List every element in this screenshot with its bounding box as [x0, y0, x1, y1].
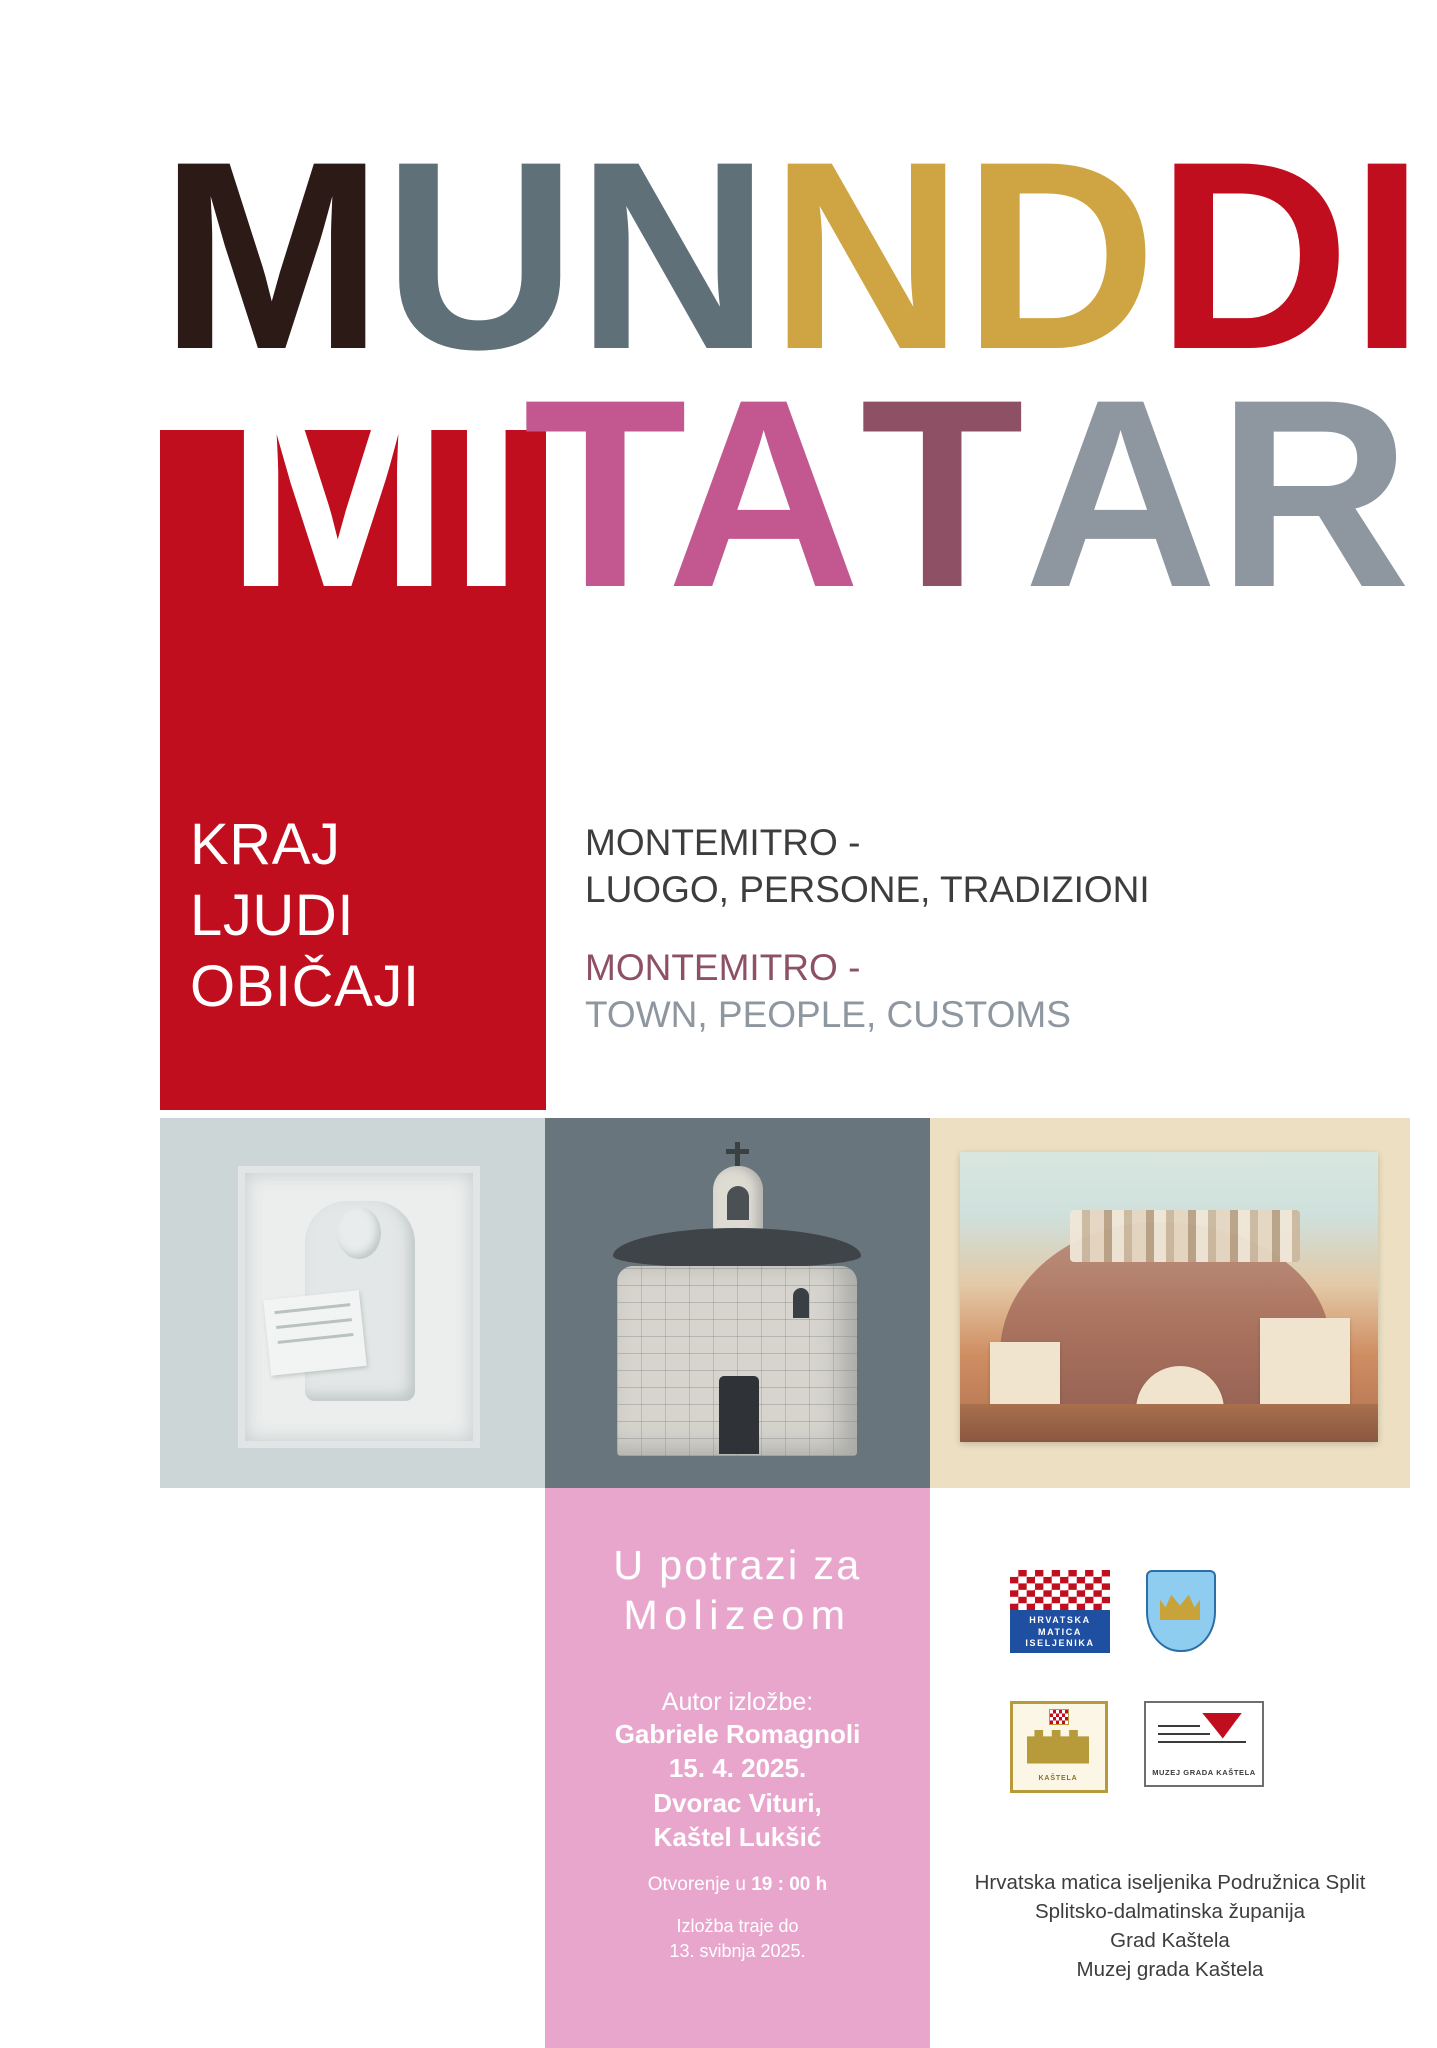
relief-figure-head [337, 1207, 381, 1259]
hmi-logo [1010, 1570, 1110, 1653]
relief-document [263, 1290, 366, 1376]
subtitle-block [585, 820, 1150, 1038]
duration-line-1: Izložba traje do [676, 1916, 799, 1937]
title-segment-ar: AR [1023, 343, 1411, 644]
subtitle-italian-line-2: LUOGO, PERSONE, TRADIZIONI [585, 868, 1150, 910]
logo-row-bottom [1010, 1701, 1330, 1793]
painting-town-silhouette [1070, 1210, 1300, 1262]
church-illustration [607, 1140, 867, 1460]
opening-time-row [545, 1874, 930, 1896]
organisers-list [960, 1868, 1380, 1984]
keyword-kraj: KRAJ [190, 812, 341, 877]
exhibition-duration [545, 1914, 930, 1963]
organiser-item: Muzej grada Kaštela [1076, 1958, 1264, 1982]
image-band [160, 1118, 1410, 1488]
church-door [719, 1376, 759, 1454]
logo-row-top [1010, 1570, 1330, 1653]
title-segment-m: M [160, 105, 384, 405]
opening-time: 19 : 00 h [751, 1874, 828, 1896]
hmi-logo-text [1010, 1613, 1110, 1653]
crest-icon [1049, 1709, 1069, 1725]
keyword-obicaji: OBIČAJI [190, 953, 420, 1019]
museum-mark-icon [1158, 1713, 1248, 1747]
painting-house [1260, 1318, 1350, 1408]
painting-photo [930, 1118, 1410, 1488]
event-date: 15. 4. 2025. [668, 1753, 807, 1784]
title-line-two [226, 343, 1411, 644]
title-segment-ta: TA [523, 343, 861, 644]
title-segment-mi: MI [226, 343, 524, 644]
church-bell-opening [727, 1186, 749, 1220]
organiser-item: Hrvatska matica iseljenika Podružnica Split [974, 1871, 1366, 1894]
keywords-block [190, 810, 420, 1022]
kastela-city-logo [1010, 1701, 1108, 1793]
crown-icon [1160, 1592, 1200, 1620]
venue-line-2: Kaštel Lukšić [653, 1821, 822, 1852]
title-segment-nd: ND [769, 105, 1157, 405]
museum-logo-caption: MUZEJ GRADA KAŠTELA [1152, 1767, 1256, 1777]
subtitle-english-line-2: TOWN, PEOPLE, CUSTOMS [585, 993, 1071, 1035]
painting-foreground [960, 1404, 1378, 1442]
author-label: Autor izložbe: [661, 1688, 814, 1717]
organiser-item: Splitsko-dalmatinska županija [1034, 1900, 1306, 1924]
logo-group [1010, 1570, 1330, 1793]
exhibition-subtitle-line-2: Molizeom [623, 1592, 852, 1639]
opening-label: Otvorenje u [647, 1874, 752, 1896]
poster-title [160, 105, 1425, 644]
croatian-checkerboard-icon [1010, 1570, 1110, 1613]
kastela-logo-caption: KAŠTELA [1038, 1774, 1078, 1782]
event-info [545, 1540, 930, 1963]
author-details [545, 1717, 930, 1854]
cross-icon [735, 1142, 740, 1168]
museum-logo [1144, 1701, 1264, 1787]
church-window [793, 1288, 809, 1318]
church-roof [613, 1228, 861, 1268]
hmi-logo-line-2: MATICA [1037, 1626, 1083, 1637]
title-segment-t: T [860, 343, 1024, 644]
title-segment-un: UN [383, 105, 770, 405]
title-line-one [160, 105, 1425, 405]
organiser-item: Grad Kaštela [1110, 1929, 1230, 1953]
venue-line-1: Dvorac Vituri, [653, 1787, 822, 1818]
painting-house [990, 1342, 1060, 1404]
castle-icon [1027, 1730, 1089, 1764]
author-name: Gabriele Romagnoli [614, 1719, 861, 1750]
relief-plaque-frame [238, 1166, 480, 1448]
museum-chevron-icon [1202, 1713, 1242, 1739]
title-segment-di: DI [1156, 105, 1425, 405]
exhibition-subtitle-line-1: U potrazi za [613, 1542, 862, 1588]
hmi-logo-line-1: HRVATSKA [1029, 1615, 1091, 1625]
church-photo [545, 1118, 930, 1488]
county-coat-of-arms-logo [1146, 1570, 1216, 1652]
subtitle-italian-line-1: MONTEMITRO - [585, 822, 861, 863]
duration-line-2: 13. svibnja 2025. [669, 1940, 806, 1961]
hmi-logo-line-3: ISELJENIKA [1025, 1638, 1095, 1649]
relief-plaque-photo [160, 1118, 545, 1488]
exhibition-subtitle [545, 1540, 930, 1640]
keyword-ljudi: LJUDI [190, 882, 355, 948]
hilltop-town-painting [960, 1152, 1378, 1442]
subtitle-english-line-1: MONTEMITRO - [585, 947, 861, 989]
